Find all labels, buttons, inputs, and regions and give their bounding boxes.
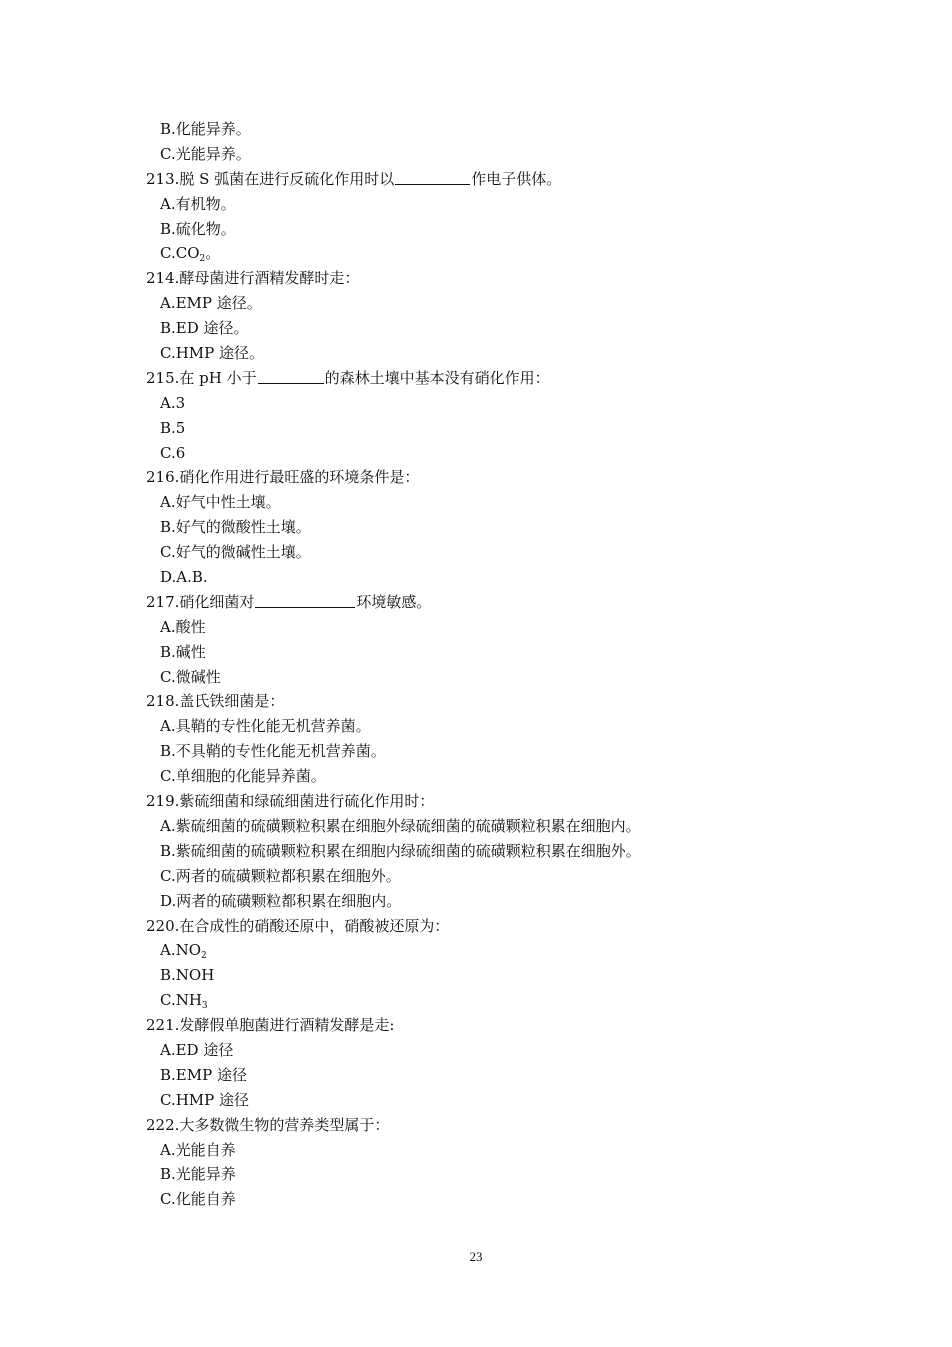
question-213: 213.脱 S 弧菌在进行反硫化作用时以 作电子供体。 (146, 169, 562, 188)
question-222: 222.大多数微生物的营养类型属于： (146, 1115, 390, 1134)
option-line: B.紫硫细菌的硫磺颗粒积累在细胞内绿硫细菌的硫磺颗粒积累在细胞外。 (160, 841, 641, 860)
option-line: A.3 (160, 393, 186, 412)
option-line: B.EMP 途径 (160, 1065, 247, 1084)
option-line: C.好气的微碱性土壤。 (160, 543, 311, 562)
option-line: B.硫化物。 (160, 219, 236, 238)
option-line: D.A.B. (160, 568, 208, 587)
question-217: 217.硝化细菌对 环境敏感。 (146, 592, 432, 611)
page-number: 23 (469, 1249, 483, 1264)
question-215: 215.在 pH 小于 的森林土壤中基本没有硝化作用： (146, 368, 550, 387)
option-line: C.单细胞的化能异养菌。 (160, 767, 326, 786)
option-line: B.光能异养 (160, 1165, 236, 1184)
option-line: C.两者的硫磺颗粒都积累在细胞外。 (160, 866, 401, 885)
answer-blank (395, 168, 470, 185)
option-line: B.化能异养。 (160, 120, 251, 138)
option-line: $C.CO_2$。 (160, 244, 221, 265)
question-221: 221.发酵假单胞菌进行酒精发酵是走: (146, 1016, 395, 1035)
option-line: B.好气的微酸性土壤。 (160, 518, 311, 537)
option-line: C.光能异养。 (160, 144, 251, 163)
option-line: B.5 (160, 418, 186, 437)
question-214: 214.酵母菌进行酒精发酵时走： (146, 269, 360, 288)
option-line: A.具鞘的专性化能无机营养菌。 (160, 717, 371, 736)
question-218: 218.盖氏铁细菌是： (146, 692, 285, 711)
option-line: B.NOH (160, 966, 215, 985)
option-line: A.EMP 途径。 (160, 294, 262, 313)
option-line: A.光能自养 (160, 1140, 236, 1159)
document-body (146, 117, 846, 1212)
answer-blank (258, 367, 324, 384)
option-line: $C.NH_3$ (160, 991, 208, 1012)
question-216: 216.硝化作用进行最旺盛的环境条件是： (146, 468, 420, 487)
option-line: D.两者的硫磺颗粒都积累在细胞内。 (160, 891, 402, 910)
option-line: C.6 (160, 443, 186, 462)
option-line: C.微碱性 (160, 667, 221, 686)
option-line: C.HMP 途径。 (160, 344, 265, 363)
option-line: A.有机物。 (160, 194, 236, 213)
option-line: A.酸性 (160, 617, 206, 636)
question-219: 219.紫硫细菌和绿硫细菌进行硫化作用时： (146, 792, 435, 811)
option-line: A.ED 途径 (160, 1040, 234, 1059)
option-line: C.HMP 途径 (160, 1090, 250, 1109)
option-line: $A.NO_2$ (160, 941, 207, 962)
option-line: A.紫硫细菌的硫磺颗粒积累在细胞外绿硫细菌的硫磺颗粒积累在细胞内。 (160, 816, 641, 835)
option-line: B.碱性 (160, 642, 206, 661)
question-220: 220.在合成性的硝酸还原中，硝酸被还原为： (146, 916, 450, 935)
option-line: C.化能自养 (160, 1190, 236, 1209)
option-line: B.ED 途径。 (160, 319, 249, 338)
answer-blank (255, 591, 355, 608)
option-line: A.好气中性土壤。 (160, 493, 281, 512)
option-line: B.不具鞘的专性化能无机营养菌。 (160, 742, 386, 761)
